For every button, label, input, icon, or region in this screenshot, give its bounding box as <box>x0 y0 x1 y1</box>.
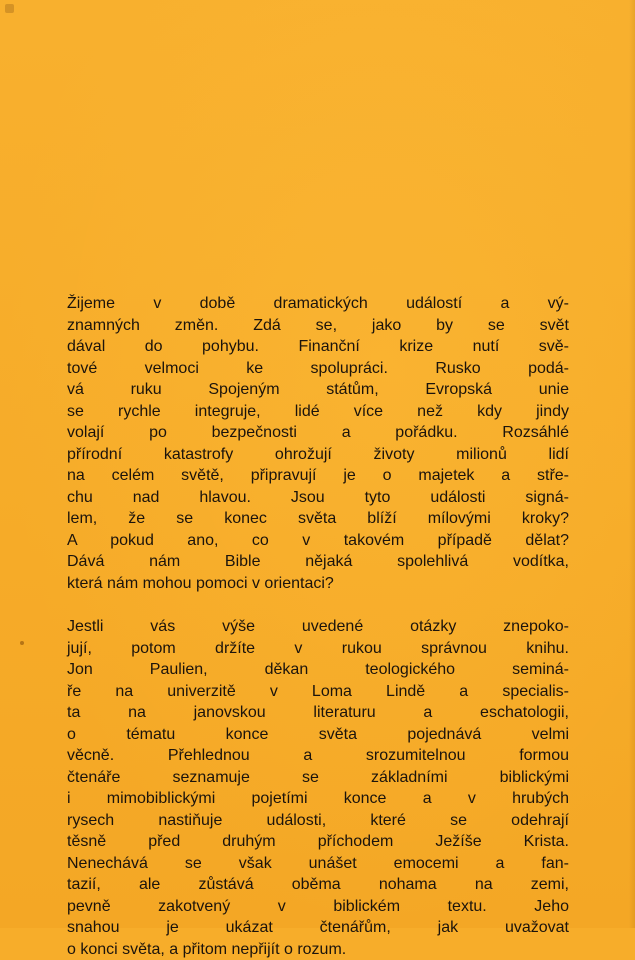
text-line: přírodní katastrofy ohrožují životy milionů lidí <box>67 444 569 466</box>
text-line: snahou je ukázat čtenářům, jak uvažovat <box>67 917 569 939</box>
text-line: věcně. Přehlednou a srozumitelnou formou <box>67 745 569 767</box>
text-line: tové velmoci ke spolupráci. Rusko podá- <box>67 358 569 380</box>
text-line: čtenáře seznamuje se základními biblickými <box>67 767 569 789</box>
text-line: Žijeme v době dramatických událostí a vý- <box>67 293 569 315</box>
text-line: dával do pohybu. Finanční krize nutí svě- <box>67 336 569 358</box>
text-line: vá ruku Spojeným státům, Evropská unie <box>67 379 569 401</box>
blurb-paragraph-1 <box>67 293 569 594</box>
text-line: ta na janovskou literaturu a eschatologii, <box>67 702 569 724</box>
text-line: i mimobiblickými pojetími konce a v hrubých <box>67 788 569 810</box>
blurb-text <box>67 293 569 960</box>
text-line: tazií, ale zůstává oběma nohama na zemi, <box>67 874 569 896</box>
text-line: Jestli vás výše uvedené otázky znepoko- <box>67 616 569 638</box>
text-line: ře na univerzitě v Loma Lindě a specialis- <box>67 681 569 703</box>
text-line: o tématu konce světa pojednává velmi <box>67 724 569 746</box>
text-line: rysech nastiňuje události, které se odehrají <box>67 810 569 832</box>
text-line: znamných změn. Zdá se, jako by se svět <box>67 315 569 337</box>
text-line: Nenechává se však unášet emocemi a fan- <box>67 853 569 875</box>
text-line: lem, že se konec světa blíží mílovými kroky? <box>67 508 569 530</box>
text-line: se rychle integruje, lidé více než kdy jindy <box>67 401 569 423</box>
text-line: Dává nám Bible nějaká spolehlivá vodítka, <box>67 551 569 573</box>
text-line: A pokud ano, co v takovém případě dělat? <box>67 530 569 552</box>
text-line: těsně před druhým příchodem Ježíše Krista. <box>67 831 569 853</box>
corner-wear-mark <box>5 4 14 13</box>
text-line: pevně zakotvený v biblickém textu. Jeho <box>67 896 569 918</box>
text-line: volají po bezpečnosti a pořádku. Rozsáhlé <box>67 422 569 444</box>
text-line: jují, potom držíte v rukou správnou knihu. <box>67 638 569 660</box>
text-line: na celém světě, připravují je o majetek a stře- <box>67 465 569 487</box>
spine-shadow <box>629 0 635 928</box>
text-line: chu nad hlavou. Jsou tyto události signá- <box>67 487 569 509</box>
paper-speck <box>20 641 24 645</box>
blurb-paragraph-2 <box>67 616 569 960</box>
text-line: o konci světa, a přitom nepřijít o rozum. <box>67 939 569 960</box>
text-line: která nám mohou pomoci v orientaci? <box>67 573 569 595</box>
text-line: Jon Paulien, děkan teologického seminá- <box>67 659 569 681</box>
